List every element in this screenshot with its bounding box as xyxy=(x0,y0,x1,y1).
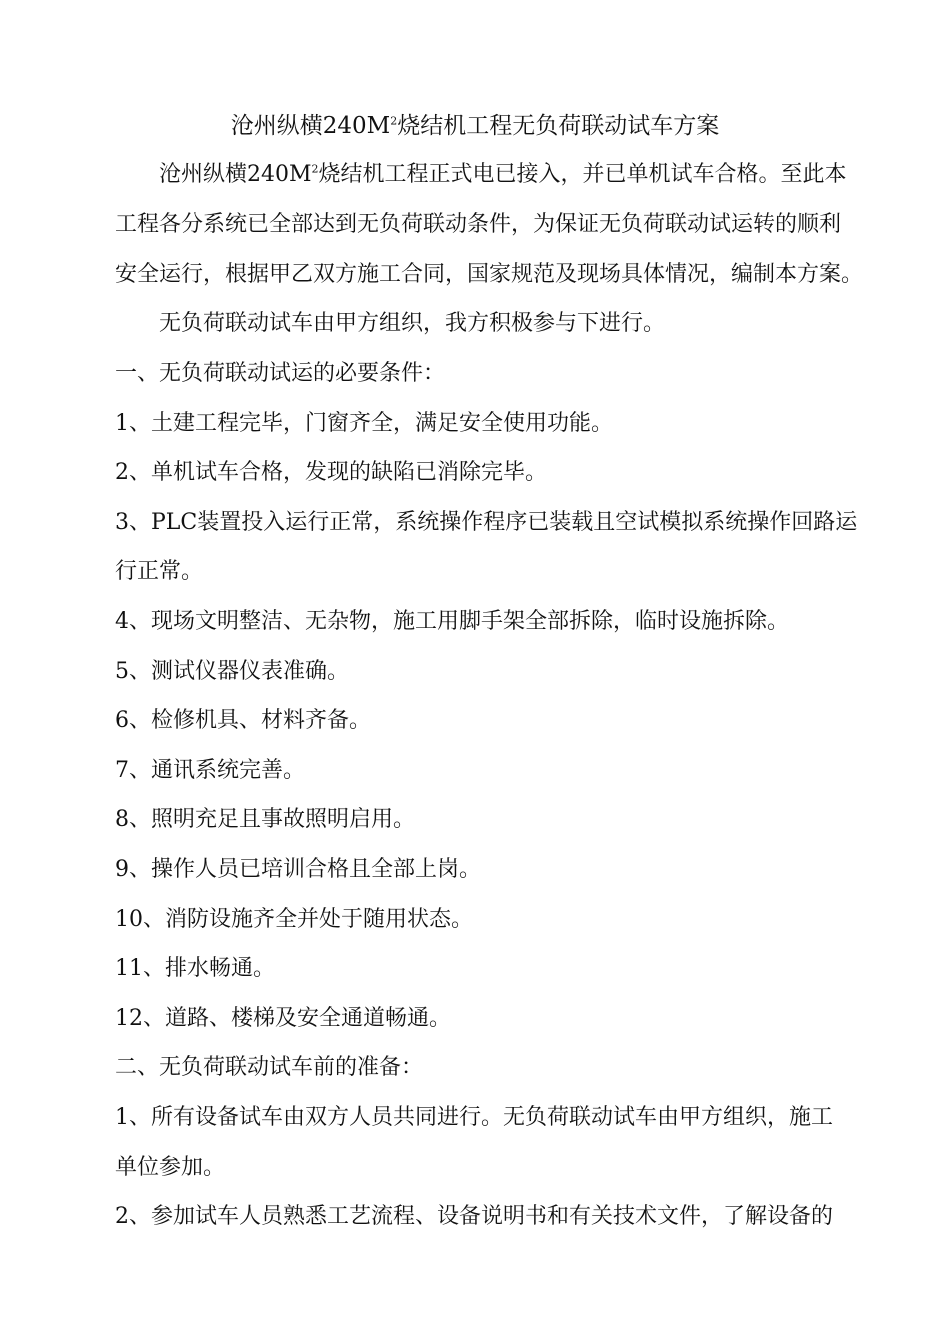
title-text-pre: 沧州纵横240M xyxy=(230,113,391,139)
condition-item: 1、土建工程完毕，门窗齐全，满足安全使用功能。 xyxy=(115,411,613,436)
organizer-note: 无负荷联动试车由甲方组织，我方积极参与下进行。 xyxy=(159,311,666,336)
intro-line-1 xyxy=(159,159,847,191)
condition-item: 2、单机试车合格，发现的缺陷已消除完毕。 xyxy=(115,460,547,485)
condition-item: 10、消防设施齐全并处于随用状态。 xyxy=(115,907,473,932)
section-1-heading: 一、无负荷联动试运的必要条件： xyxy=(115,361,446,386)
preparation-item-continuation: 单位参加。 xyxy=(115,1155,226,1180)
condition-item: 3、PLC装置投入运行正常，系统操作程序已装载且空试模拟系统操作回路运 xyxy=(115,510,858,535)
intro-line-2: 工程各分系统已全部达到无负荷联动条件，为保证无负荷联动试运转的顺利 xyxy=(115,212,842,237)
condition-item: 6、检修机具、材料齐备。 xyxy=(115,708,371,733)
condition-item: 11、排水畅通。 xyxy=(115,956,275,981)
document-title xyxy=(0,106,950,146)
condition-item-continuation: 行正常。 xyxy=(115,559,204,584)
condition-item: 5、测试仪器仪表准确。 xyxy=(115,659,349,684)
title-superscript: 2 xyxy=(390,114,398,128)
condition-item: 4、现场文明整洁、无杂物，施工用脚手架全部拆除，临时设施拆除。 xyxy=(115,609,789,634)
condition-item: 7、通讯系统完善。 xyxy=(115,758,305,783)
condition-item: 9、操作人员已培训合格且全部上岗。 xyxy=(115,857,481,882)
condition-item: 12、道路、楼梯及安全通道畅通。 xyxy=(115,1006,451,1031)
preparation-item: 2、参加试车人员熟悉工艺流程、设备说明书和有关技术文件，了解设备的 xyxy=(115,1204,833,1229)
preparation-item: 1、所有设备试车由双方人员共同进行。无负荷联动试车由甲方组织，施工 xyxy=(115,1105,833,1130)
condition-item: 8、照明充足且事故照明启用。 xyxy=(115,807,415,832)
intro-line-3: 安全运行，根据甲乙双方施工合同，国家规范及现场具体情况，编制本方案。 xyxy=(115,262,864,287)
section-2-heading: 二、无负荷联动试车前的准备： xyxy=(115,1055,424,1080)
intro-line-1-post: 烧结机工程正式电已接入，并已单机试车合格。至此本 xyxy=(318,162,847,187)
title-text-post: 烧结机工程无负荷联动试车方案 xyxy=(397,113,720,139)
intro-line-1-pre: 沧州纵横240M xyxy=(159,162,312,187)
intro-superscript: 2 xyxy=(311,162,319,176)
